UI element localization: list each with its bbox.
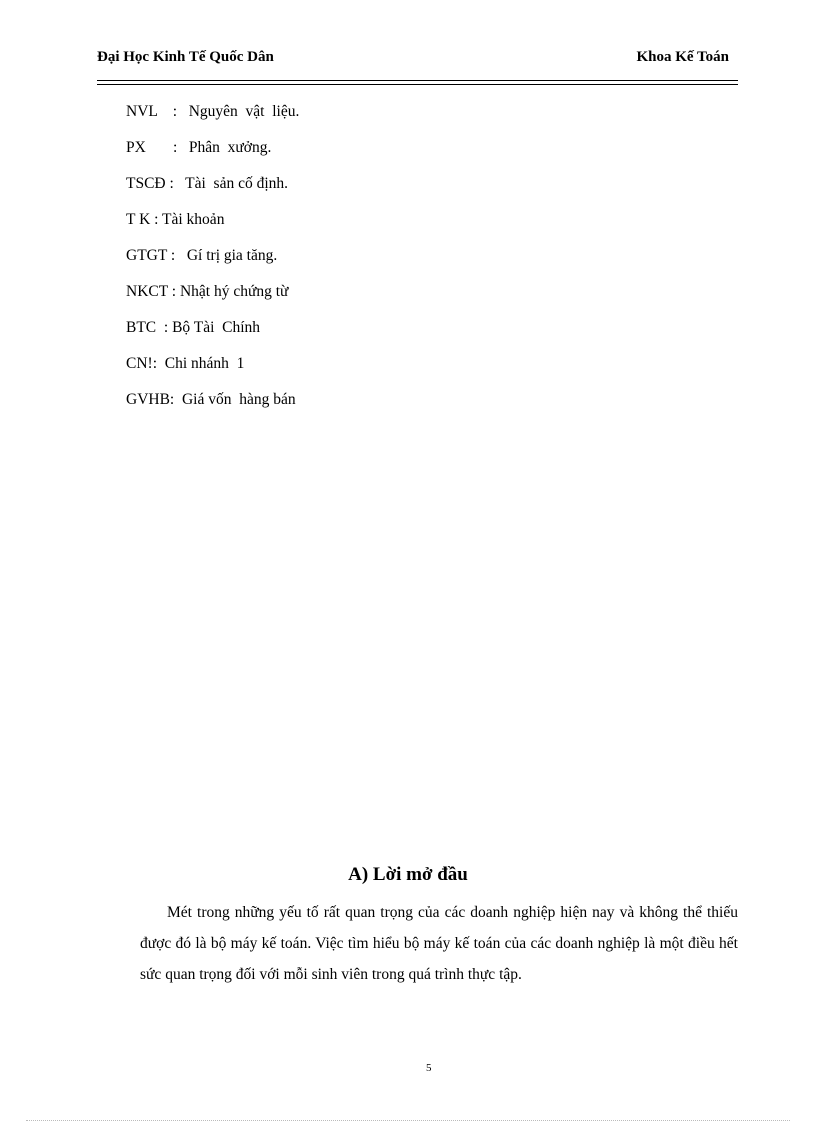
header-rule-thin [97, 84, 738, 85]
abbreviation-item: BTC : Bộ Tài Chính [126, 319, 261, 336]
abbreviation-item: PX : Phân xưởng. [126, 139, 272, 156]
section-heading: A) Lời mở đầu [348, 864, 468, 885]
page-bottom-border [26, 1120, 790, 1121]
abbreviation-item: GTGT : Gí trị gia tăng. [126, 247, 278, 264]
intro-paragraph: Mét trong những yếu tố rất quan trọng của các doanh nghiệp hiện nay và không thể thiếu được đó là bộ máy kế toán. Việc tìm hiểu bộ máy kế toán của các doanh nghiệp là một điều hết sức quan trọng đối với mỗi sinh viên trong quá trình thực tập. [140, 904, 738, 983]
abbreviation-item: NVL : Nguyên vật liệu. [126, 103, 300, 120]
abbreviation-item: CN!: Chi nhánh 1 [126, 355, 245, 372]
header-faculty: Khoa Kế Toán [636, 49, 729, 65]
abbreviation-item: NKCT : Nhật hý chứng từ [126, 283, 289, 300]
abbreviation-list [126, 102, 299, 426]
header-university: Đại Học Kinh Tế Quốc Dân [97, 49, 274, 65]
abbreviation-item: GVHB: Giá vốn hàng bán [126, 391, 296, 408]
page-number: 5 [426, 1062, 432, 1074]
abbreviation-item: T K : Tài khoản [126, 211, 225, 228]
page-header [97, 49, 729, 69]
header-rule-thick [97, 80, 738, 81]
abbreviation-item: TSCĐ : Tài sản cố định. [126, 175, 289, 192]
